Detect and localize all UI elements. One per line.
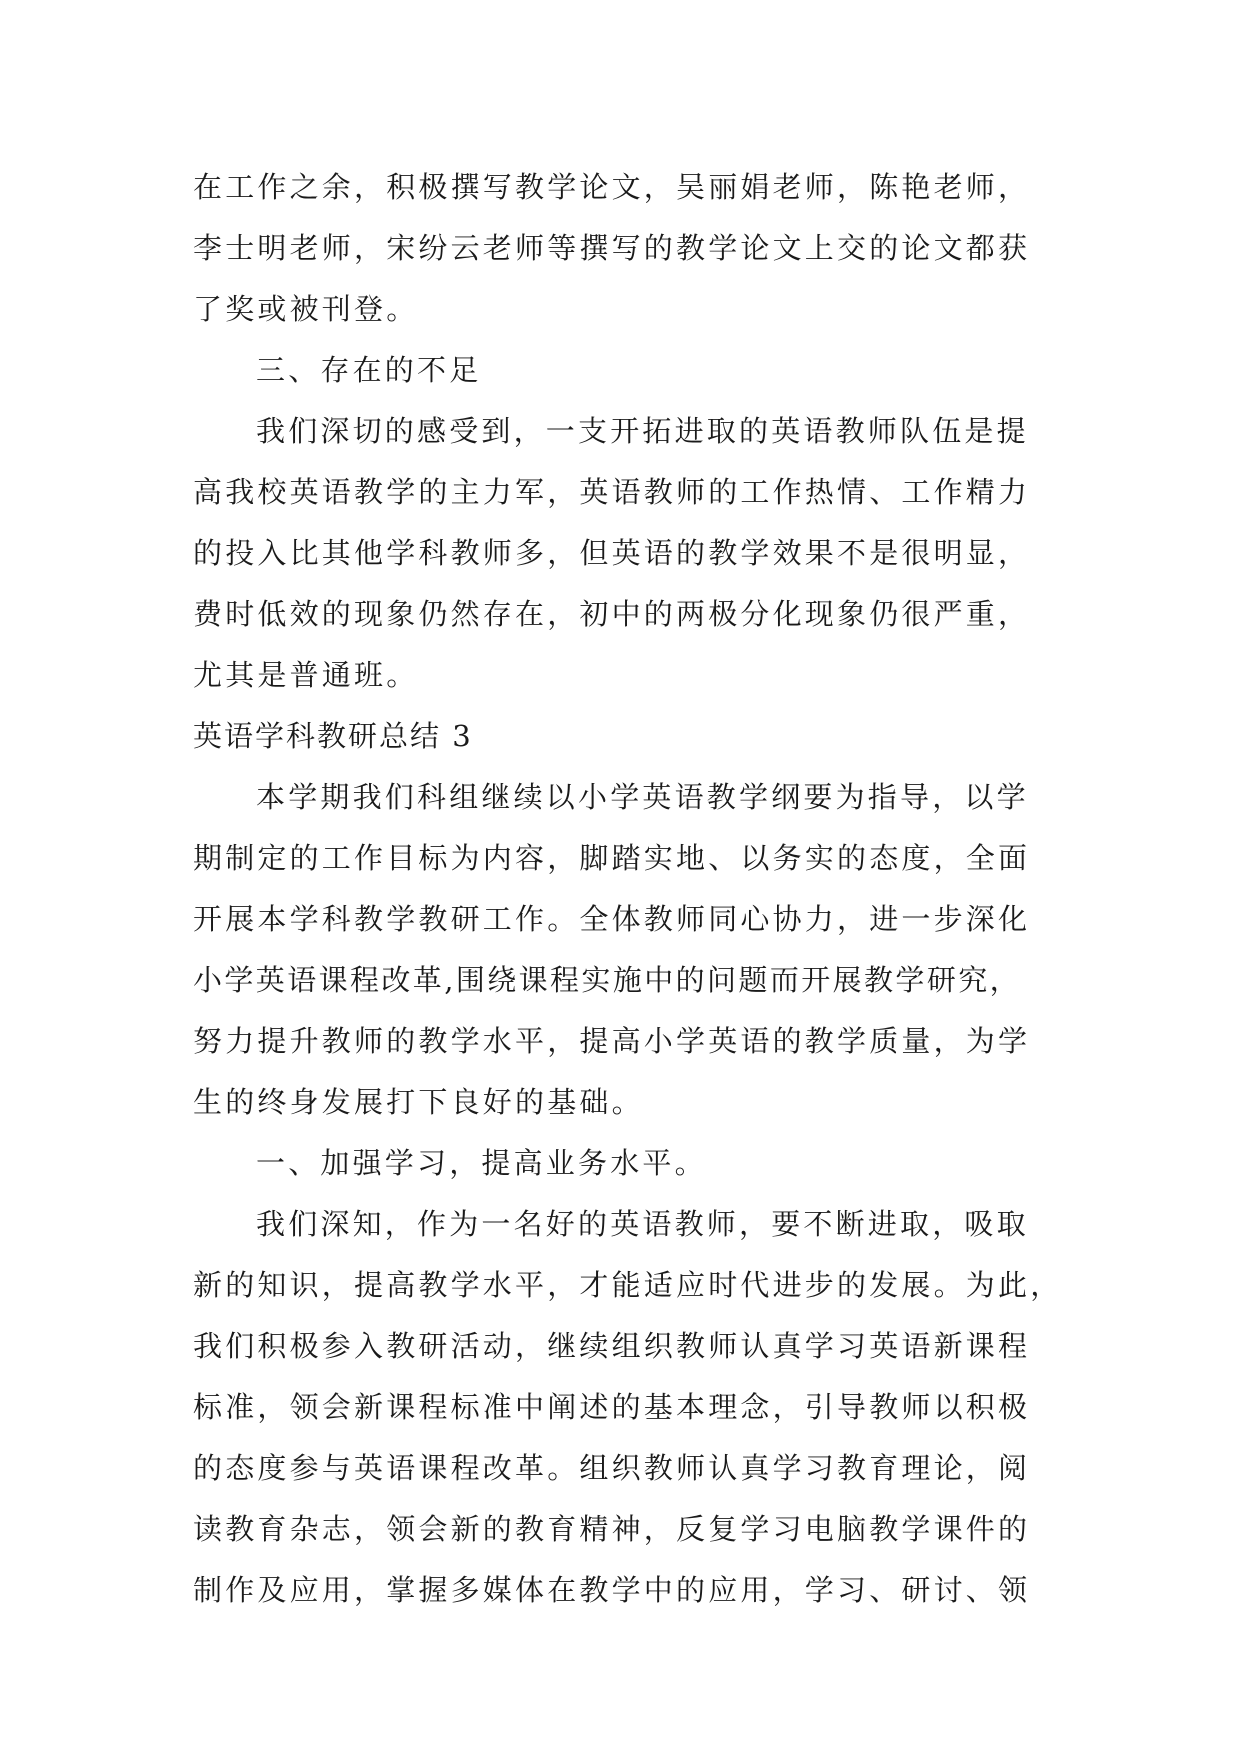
paragraph-line: 我们积极参入教研活动，继续组织教师认真学习英语新课程 <box>193 1329 1031 1363</box>
document-page <box>193 157 1063 1621</box>
paragraph-line: 尤其是普通班。 <box>193 658 419 692</box>
paragraph-line: 标准，领会新课程标准中阐述的基本理念，引导教师以积极 <box>193 1390 1031 1424</box>
paragraph-line: 我们深切的感受到，一支开拓进取的英语教师队伍是提 <box>256 414 1029 448</box>
paragraph-line: 新的知识，提高教学水平，才能适应时代进步的发展。为此， <box>193 1268 1063 1302</box>
paragraph-line: 读教育杂志，领会新的教育精神，反复学习电脑教学课件的 <box>193 1512 1031 1546</box>
paragraph-line: 生的终身发展打下良好的基础。 <box>193 1085 644 1119</box>
paragraph-line: 在工作之余，积极撰写教学论文，吴丽娟老师，陈艳老师， <box>193 170 1031 204</box>
paragraph-line: 高我校英语教学的主力军，英语教师的工作热情、工作精力 <box>193 475 1031 509</box>
paragraph-line: 努力提升教师的教学水平，提高小学英语的教学质量，为学 <box>193 1024 1031 1058</box>
paragraph-line: 开展本学科教学教研工作。全体教师同心协力，进一步深化 <box>193 902 1031 936</box>
paragraph-line: 我们深知，作为一名好的英语教师，要不断进取，吸取 <box>256 1207 1029 1241</box>
paragraph-line: 的态度参与英语课程改革。组织教师认真学习教育理论，阅 <box>193 1451 1031 1485</box>
paragraph-line: 的投入比其他学科教师多，但英语的教学效果不是很明显， <box>193 536 1031 570</box>
section-heading: 一、加强学习，提高业务水平。 <box>256 1146 707 1180</box>
paragraph-line: 小学英语课程改革,围绕课程实施中的问题而开展教学研究， <box>193 963 1022 997</box>
paragraph-line: 了奖或被刊登。 <box>193 292 419 326</box>
paragraph-line: 制作及应用，掌握多媒体在教学中的应用，学习、研讨、领 <box>193 1573 1031 1607</box>
paragraph-line: 费时低效的现象仍然存在，初中的两极分化现象仍很严重， <box>193 597 1031 631</box>
section-heading: 三、存在的不足 <box>256 353 482 387</box>
paragraph-line: 本学期我们科组继续以小学英语教学纲要为指导，以学 <box>256 780 1029 814</box>
document-title: 英语学科教研总结 3 <box>193 719 473 753</box>
paragraph-line: 李士明老师，宋纷云老师等撰写的教学论文上交的论文都获 <box>193 231 1031 265</box>
paragraph-line: 期制定的工作目标为内容，脚踏实地、以务实的态度，全面 <box>193 841 1031 875</box>
